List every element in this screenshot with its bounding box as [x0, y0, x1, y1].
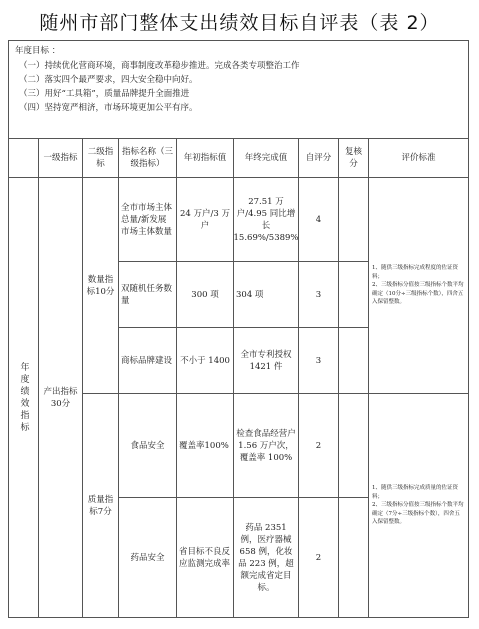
self-score: 3 — [299, 328, 339, 394]
criteria-line: 1、随供三级指标完成质量的佐证资料； — [372, 485, 459, 500]
initial-target-value: 300 项 — [177, 262, 234, 328]
final-value: 药品 2351 例，医疗器械 658 例，化妆品 223 例，超额完成省定目标。 — [234, 498, 299, 617]
header-criteria: 评价标准 — [369, 139, 468, 178]
annual-goal-item: （三）用好“工具箱”，质量品牌提升全面推进 — [19, 89, 190, 99]
review-score — [339, 262, 369, 328]
annual-goal-item: （二）落实四个最严要求，四大安全稳中向好。 — [19, 75, 198, 85]
indicator-name: 食品安全 — [119, 394, 177, 498]
page-title: 随州市部门整体支出绩效目标自评表（表 2） — [39, 12, 440, 34]
header-review-score: 复核分 — [339, 139, 369, 178]
header-initial-target: 年初指标值 — [177, 139, 234, 178]
level2-quantity: 数量指标10分 — [83, 178, 119, 394]
criteria-quality — [369, 394, 468, 617]
final-value: 全市专利授权 1421 件 — [234, 328, 299, 394]
header-final-value: 年终完成值 — [234, 139, 299, 178]
final-value: 27.51 万户/4.95 同比增长 15.69%/5389% — [234, 178, 299, 262]
review-score — [339, 328, 369, 394]
header-level3: 指标名称（三级指标） — [119, 139, 177, 178]
evaluation-table — [8, 40, 469, 618]
level2-quality: 质量指标7分 — [83, 394, 119, 617]
annual-goal-item: （一）持续优化营商环境，商事制度改革稳步推进。完成各类专项整治工作 — [19, 61, 300, 71]
annual-goals-label: 年度目标 ： — [15, 46, 61, 56]
criteria-quantity — [369, 178, 468, 394]
self-score: 2 — [299, 394, 339, 498]
indicator-name: 商标品牌建设 — [119, 328, 177, 394]
criteria-line: 1、随供三级指标完成程度的佐证资料； — [372, 265, 459, 280]
self-score: 3 — [299, 262, 339, 328]
final-value: 304 项 — [234, 262, 299, 328]
header-blank — [9, 139, 39, 178]
header-level1: 一级指标 — [39, 139, 83, 178]
header-self-score: 自评分 — [299, 139, 339, 178]
initial-target-value: 省目标不良反应监测完成率 — [177, 498, 234, 617]
review-score — [339, 394, 369, 498]
initial-target-value: 覆盖率100% — [177, 394, 234, 498]
annual-indicator-label: 年度绩效指标 — [9, 178, 39, 617]
review-score — [339, 178, 369, 262]
indicator-name: 全市市场主体总量/新发展市场主体数量 — [119, 178, 177, 262]
self-score: 4 — [299, 178, 339, 262]
annual-goals-section — [9, 41, 468, 139]
annual-goal-item: （四）坚持宽严相济，市场环境更加公平有序。 — [19, 103, 198, 113]
indicator-name: 双随机任务数量 — [119, 262, 177, 328]
initial-target-value: 不小于 1400 — [177, 328, 234, 394]
header-level2: 二级指标 — [83, 139, 119, 178]
review-score — [339, 498, 369, 617]
level1-indicator: 产出指标30分 — [39, 178, 83, 617]
criteria-line: 2、三级指标分值按三级指标个数平均确定（7分÷三级指标个数），四舍五入保留整数。 — [372, 502, 464, 526]
self-score: 2 — [299, 498, 339, 617]
final-value: 检查食品经营户 1.56 万户次，覆盖率 100% — [234, 394, 299, 498]
initial-target-value: 24 万户/3 万户 — [177, 178, 234, 262]
criteria-line: 2、三级指标分值按三级指标个数平均确定（10分÷三级指标个数），四舍五入保留整数。 — [372, 282, 464, 306]
indicator-name: 药品安全 — [119, 498, 177, 617]
